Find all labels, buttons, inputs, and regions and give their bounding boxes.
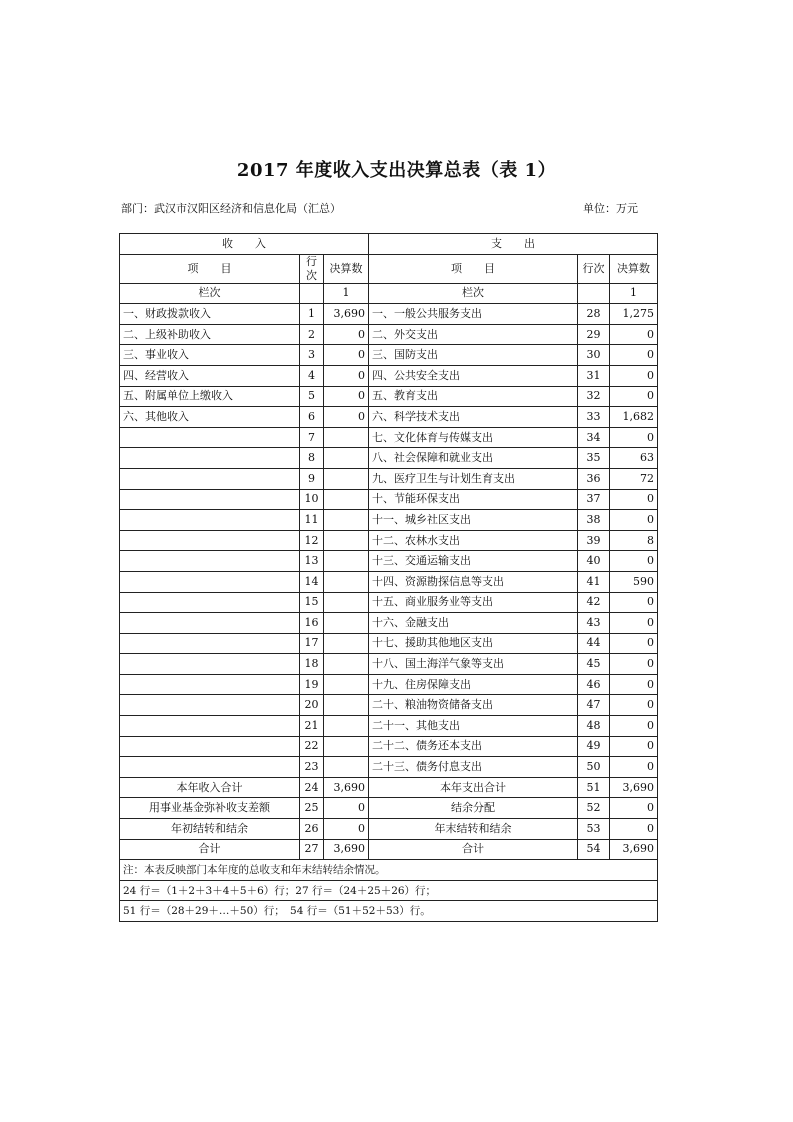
income-amount [324, 592, 369, 613]
expense-amount: 1,275 [610, 304, 658, 325]
income-amount: 0 [324, 365, 369, 386]
expense-row-no: 29 [578, 324, 610, 345]
income-amount [324, 530, 369, 551]
expense-item: 二十三、债务付息支出 [369, 757, 578, 778]
expense-item: 十四、资源勘探信息等支出 [369, 571, 578, 592]
expense-amount: 0 [610, 613, 658, 634]
income-total-item: 本年收入合计 [120, 777, 300, 798]
column-index-row [120, 283, 658, 304]
income-amount [324, 468, 369, 489]
total-row [120, 798, 658, 819]
note-row [120, 901, 658, 922]
expense-column-no: 1 [610, 283, 658, 304]
expense-total-row-no: 54 [578, 839, 610, 860]
expense-item: 四、公共安全支出 [369, 365, 578, 386]
expense-total-amount: 3,690 [610, 777, 658, 798]
income-item [120, 736, 300, 757]
expense-amount-header: 决算数 [610, 254, 658, 283]
expense-amount: 590 [610, 571, 658, 592]
expense-row-no: 44 [578, 633, 610, 654]
income-total-row-no: 25 [300, 798, 324, 819]
income-row-no: 6 [300, 407, 324, 428]
income-item: 三、事业收入 [120, 345, 300, 366]
expense-total-row-no: 51 [578, 777, 610, 798]
expense-row-no: 38 [578, 510, 610, 531]
income-column-label: 栏次 [120, 283, 300, 304]
income-amount [324, 448, 369, 469]
expense-row-no: 36 [578, 468, 610, 489]
income-item [120, 427, 300, 448]
expense-total-item: 结余分配 [369, 798, 578, 819]
income-item [120, 530, 300, 551]
expense-total-amount: 0 [610, 798, 658, 819]
expense-row-no: 46 [578, 674, 610, 695]
income-total-item: 用事业基金弥补收支差额 [120, 798, 300, 819]
income-item [120, 468, 300, 489]
expense-item: 六、科学技术支出 [369, 407, 578, 428]
income-total-row-no: 27 [300, 839, 324, 860]
expense-item: 十三、交通运输支出 [369, 551, 578, 572]
expense-amount: 0 [610, 489, 658, 510]
income-item [120, 633, 300, 654]
income-item [120, 592, 300, 613]
expense-total-item: 本年支出合计 [369, 777, 578, 798]
expense-item: 十八、国土海洋气象等支出 [369, 654, 578, 675]
expense-amount: 0 [610, 736, 658, 757]
income-item [120, 695, 300, 716]
income-item [120, 448, 300, 469]
income-row-no: 7 [300, 427, 324, 448]
income-amount [324, 510, 369, 531]
expense-row-no: 37 [578, 489, 610, 510]
expense-item: 一、一般公共服务支出 [369, 304, 578, 325]
expense-amount: 0 [610, 365, 658, 386]
expense-item: 十一、城乡社区支出 [369, 510, 578, 531]
department-label: 部门：武汉市汉阳区经济和信息化局（汇总） [121, 202, 341, 215]
expense-item: 三、国防支出 [369, 345, 578, 366]
expense-amount: 1,682 [610, 407, 658, 428]
expense-amount: 0 [610, 324, 658, 345]
table-row [120, 695, 658, 716]
unit-label: 单位：万元 [583, 202, 638, 215]
income-row-no: 17 [300, 633, 324, 654]
note-row [120, 860, 658, 881]
table-row [120, 345, 658, 366]
expense-total-item: 合计 [369, 839, 578, 860]
empty-cell [578, 283, 610, 304]
income-item [120, 757, 300, 778]
income-amount [324, 716, 369, 737]
table-row [120, 592, 658, 613]
expense-column-label: 栏次 [369, 283, 578, 304]
income-row-no: 11 [300, 510, 324, 531]
expense-row-no: 35 [578, 448, 610, 469]
income-row-no: 22 [300, 736, 324, 757]
income-amount [324, 571, 369, 592]
expense-amount: 0 [610, 695, 658, 716]
total-row [120, 839, 658, 860]
income-row-no: 12 [300, 530, 324, 551]
expense-item: 十九、住房保障支出 [369, 674, 578, 695]
expense-amount: 0 [610, 757, 658, 778]
expense-row-no: 39 [578, 530, 610, 551]
table-row [120, 530, 658, 551]
header-row-columns [120, 254, 658, 283]
expense-row-no: 43 [578, 613, 610, 634]
expense-amount: 0 [610, 427, 658, 448]
expense-item-header: 项 目 [369, 254, 578, 283]
income-item: 四、经营收入 [120, 365, 300, 386]
income-item: 二、上级补助收入 [120, 324, 300, 345]
note-text: 24 行＝（1＋2＋3＋4＋5＋6）行；27 行＝（24＋25＋26）行； [120, 880, 658, 901]
income-row-no: 19 [300, 674, 324, 695]
expense-amount: 0 [610, 345, 658, 366]
income-amount [324, 674, 369, 695]
income-amount: 0 [324, 345, 369, 366]
expense-amount: 0 [610, 510, 658, 531]
income-item [120, 716, 300, 737]
expense-total-row-no: 52 [578, 798, 610, 819]
income-amount [324, 489, 369, 510]
income-item [120, 674, 300, 695]
table-row [120, 571, 658, 592]
table-row [120, 448, 658, 469]
expense-amount: 0 [610, 654, 658, 675]
table-row [120, 468, 658, 489]
income-row-no: 2 [300, 324, 324, 345]
header-row-section [120, 234, 658, 255]
income-item [120, 510, 300, 531]
table-row [120, 674, 658, 695]
expense-header: 支 出 [369, 234, 658, 255]
note-row [120, 880, 658, 901]
budget-table [119, 233, 658, 922]
income-amount: 0 [324, 386, 369, 407]
total-row [120, 777, 658, 798]
expense-amount: 72 [610, 468, 658, 489]
expense-total-row-no: 53 [578, 819, 610, 840]
expense-amount: 0 [610, 592, 658, 613]
expense-item: 五、教育支出 [369, 386, 578, 407]
expense-amount: 63 [610, 448, 658, 469]
expense-amount: 0 [610, 633, 658, 654]
expense-row-no: 49 [578, 736, 610, 757]
expense-item: 十五、商业服务业等支出 [369, 592, 578, 613]
income-row-no: 16 [300, 613, 324, 634]
table-row [120, 510, 658, 531]
expense-row-no: 28 [578, 304, 610, 325]
income-row-no: 5 [300, 386, 324, 407]
income-item [120, 571, 300, 592]
note-text: 注：本表反映部门本年度的总收支和年末结转结余情况。 [120, 860, 658, 881]
income-total-row-no: 26 [300, 819, 324, 840]
expense-row-no: 47 [578, 695, 610, 716]
expense-row-no: 40 [578, 551, 610, 572]
income-header: 收 入 [120, 234, 369, 255]
expense-total-amount: 0 [610, 819, 658, 840]
table-row [120, 324, 658, 345]
expense-total-item: 年末结转和结余 [369, 819, 578, 840]
expense-row-no: 30 [578, 345, 610, 366]
income-amount [324, 613, 369, 634]
expense-amount: 0 [610, 716, 658, 737]
income-item [120, 613, 300, 634]
income-total-amount: 0 [324, 798, 369, 819]
expense-item: 二、外交支出 [369, 324, 578, 345]
expense-row-no: 48 [578, 716, 610, 737]
expense-item: 十六、金融支出 [369, 613, 578, 634]
table-row [120, 757, 658, 778]
empty-cell [300, 283, 324, 304]
table-row [120, 613, 658, 634]
income-column-no: 1 [324, 283, 369, 304]
table-row [120, 386, 658, 407]
page-title: 2017 年度收入支出决算总表（表 1） [236, 160, 557, 181]
income-amount [324, 736, 369, 757]
income-amount [324, 695, 369, 716]
income-row-no: 13 [300, 551, 324, 572]
income-row-no: 20 [300, 695, 324, 716]
expense-row-no: 45 [578, 654, 610, 675]
expense-row-no: 34 [578, 427, 610, 448]
expense-amount: 0 [610, 386, 658, 407]
income-total-amount: 3,690 [324, 839, 369, 860]
total-row [120, 819, 658, 840]
table-row [120, 551, 658, 572]
table-row [120, 365, 658, 386]
income-item [120, 551, 300, 572]
expense-row-no: 31 [578, 365, 610, 386]
income-amount: 0 [324, 407, 369, 428]
expense-amount: 0 [610, 674, 658, 695]
income-amount [324, 551, 369, 572]
income-row-no: 9 [300, 468, 324, 489]
income-row-no: 3 [300, 345, 324, 366]
income-row-no: 21 [300, 716, 324, 737]
expense-item: 十、节能环保支出 [369, 489, 578, 510]
expense-total-amount: 3,690 [610, 839, 658, 860]
table-row [120, 489, 658, 510]
expense-row-no: 50 [578, 757, 610, 778]
income-row-no: 15 [300, 592, 324, 613]
expense-row-no: 32 [578, 386, 610, 407]
income-row-no: 10 [300, 489, 324, 510]
income-total-amount: 0 [324, 819, 369, 840]
income-amount: 0 [324, 324, 369, 345]
expense-row-no: 41 [578, 571, 610, 592]
table-row [120, 427, 658, 448]
income-amount [324, 633, 369, 654]
expense-row-no: 42 [578, 592, 610, 613]
income-amount [324, 654, 369, 675]
income-item: 六、其他收入 [120, 407, 300, 428]
expense-item: 十七、援助其他地区支出 [369, 633, 578, 654]
table-row [120, 716, 658, 737]
table-row [120, 304, 658, 325]
table-row [120, 407, 658, 428]
income-row-no: 8 [300, 448, 324, 469]
income-rowno-header: 行次 [300, 254, 324, 283]
income-total-item: 年初结转和结余 [120, 819, 300, 840]
income-amount [324, 427, 369, 448]
expense-amount: 0 [610, 551, 658, 572]
expense-item: 二十二、债务还本支出 [369, 736, 578, 757]
table-row [120, 736, 658, 757]
table-row [120, 633, 658, 654]
income-total-item: 合计 [120, 839, 300, 860]
income-amount: 3,690 [324, 304, 369, 325]
expense-item: 二十一、其他支出 [369, 716, 578, 737]
note-text: 51 行＝（28＋29＋…＋50）行； 54 行＝（51＋52＋53）行。 [120, 901, 658, 922]
expense-amount: 8 [610, 530, 658, 551]
income-total-amount: 3,690 [324, 777, 369, 798]
income-item: 五、附属单位上缴收入 [120, 386, 300, 407]
expense-item: 九、医疗卫生与计划生育支出 [369, 468, 578, 489]
income-row-no: 4 [300, 365, 324, 386]
income-row-no: 1 [300, 304, 324, 325]
expense-rowno-header: 行次 [578, 254, 610, 283]
income-item: 一、财政拨款收入 [120, 304, 300, 325]
expense-item: 二十、粮油物资储备支出 [369, 695, 578, 716]
income-row-no: 23 [300, 757, 324, 778]
income-row-no: 18 [300, 654, 324, 675]
expense-row-no: 33 [578, 407, 610, 428]
expense-item: 七、文化体育与传媒支出 [369, 427, 578, 448]
income-total-row-no: 24 [300, 777, 324, 798]
income-item [120, 654, 300, 675]
income-item-header: 项 目 [120, 254, 300, 283]
income-item [120, 489, 300, 510]
income-amount [324, 757, 369, 778]
expense-item: 十二、农林水支出 [369, 530, 578, 551]
expense-item: 八、社会保障和就业支出 [369, 448, 578, 469]
income-amount-header: 决算数 [324, 254, 369, 283]
table-row [120, 654, 658, 675]
income-row-no: 14 [300, 571, 324, 592]
